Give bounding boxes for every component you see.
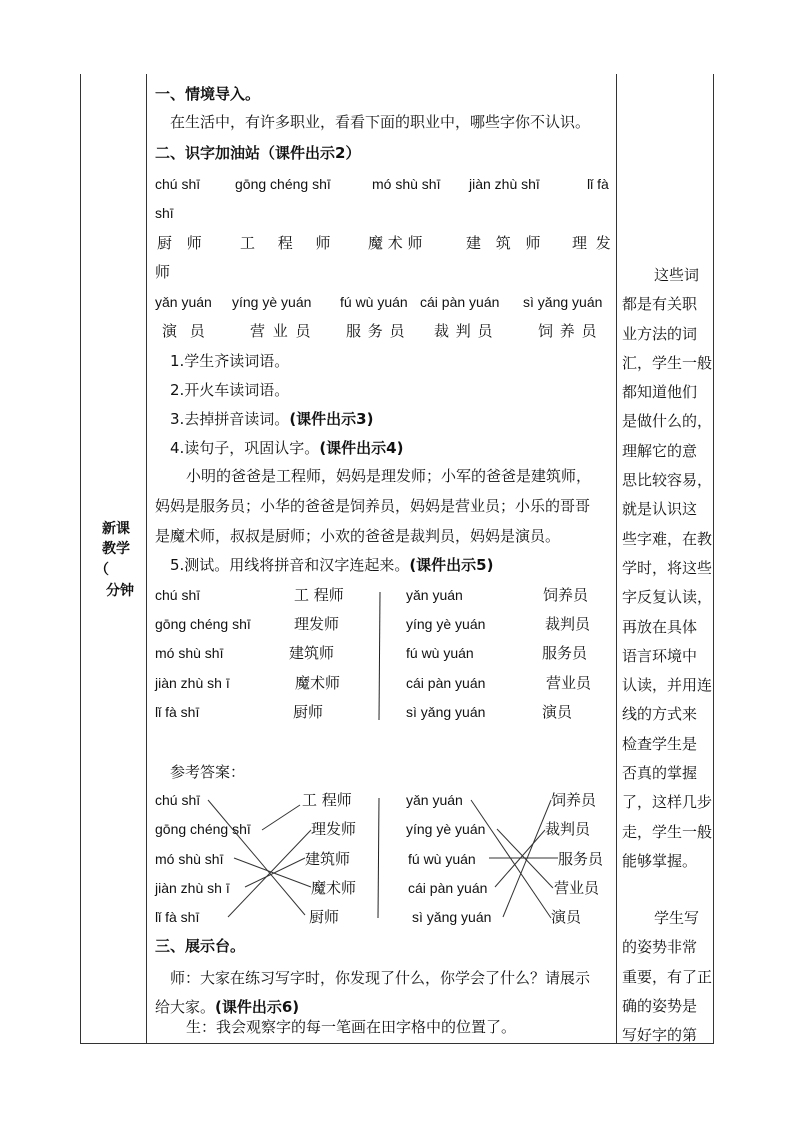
section3-line2 [155, 997, 299, 1017]
side-note-2 [622, 904, 712, 1050]
hanzi-5: 理 发 [572, 234, 611, 252]
match-left-hz-3: 建筑师 [289, 644, 335, 662]
section3-line1: 师：大家在练习写字时，你发现了什么，你学会了什么？请展示 [170, 969, 591, 987]
match-right-hz-5: 演员 [542, 703, 573, 721]
left-label-3: （ [95, 562, 109, 578]
ans-left-hz-3: 建筑师 [305, 850, 351, 868]
answer-line-left-2 [262, 805, 300, 830]
step-4-text: 4.读句子，巩固认字。 [170, 439, 320, 457]
step-4-courseware: (课件出示4) [319, 439, 404, 457]
side-note-line: 能够掌握。 [622, 851, 698, 870]
match-left-hz-2: 理发师 [294, 615, 340, 633]
step-3-courseware: (课件出示3) [289, 410, 374, 428]
side-note-line: 语言环境中 [622, 646, 698, 665]
side-note-line: 是做什么的， [622, 412, 713, 431]
ans-left-hz-4: 魔术师 [311, 879, 357, 897]
pinyin-4: jiàn zhù shī [469, 176, 540, 192]
side-note-line: 这些词 [654, 266, 700, 284]
pinyin2-2: yíng yè yuán [232, 294, 312, 310]
side-note-line: 再放在具体 [622, 617, 698, 636]
side-note-line: 字反复认读， [622, 588, 713, 607]
pinyin2-5: sì yǎng yuán [523, 294, 603, 310]
ans-right-hz-1: 饲养员 [551, 791, 597, 809]
left-label-1: 新课 [102, 521, 130, 537]
side-note-line: 汇，学生一般 [622, 353, 713, 372]
match-right-py-4: cái pàn yuán [406, 675, 486, 691]
side-note-1 [622, 261, 712, 876]
match-right-py-3: fú wù yuán [406, 645, 474, 661]
reading-para-line1: 小明的爸爸是工程师，妈妈是理发师；小军的爸爸是建筑师， [186, 467, 592, 485]
section1-title: 一、情境导入。 [155, 85, 261, 103]
answer-line-left-3 [234, 858, 311, 887]
answer-line-left-4 [245, 858, 305, 887]
hanzi2-5: 饲 养 员 [538, 322, 597, 340]
section3-line3: 生：我会观察字的每一笔画在田字格中的位置了。 [186, 1018, 517, 1036]
ans-left-hz-5: 厨师 [309, 908, 340, 926]
answer-label: 参考答案： [170, 763, 246, 781]
step-3-text: 3.去掉拼音读词。 [170, 410, 290, 428]
ans-right-py-3: fú wù yuán [408, 851, 476, 867]
ans-left-py-2: gōng chéng shī [155, 821, 251, 837]
side-note-line: 业方法的词 [622, 324, 698, 343]
ans-left-py-5: lǐ fà shī [155, 909, 200, 925]
hanzi-2: 工 程 师 [240, 234, 331, 252]
pinyin-1: chú shī [155, 176, 201, 192]
side-note-line: 写好字的第 [622, 1026, 698, 1045]
ans-left-py-4: jiàn zhù sh ī [155, 880, 230, 896]
match-left-py-1: chú shī [155, 587, 201, 603]
hanzi-wrap: 师 [155, 263, 171, 281]
section3-title: 三、展示台。 [155, 937, 246, 955]
step-2: 2.开火车读词语。 [170, 381, 290, 399]
ans-left-py-1: chú shī [155, 792, 201, 808]
match-left-hz-4: 魔术师 [295, 674, 341, 692]
match-left-hz-5: 厨师 [293, 703, 324, 721]
hanzi2-2: 营 业 员 [250, 322, 311, 340]
step-5-text: 5.测试。用线将拼音和汉字连起来。 [170, 556, 410, 574]
hanzi2-4: 裁 判 员 [434, 322, 493, 340]
ans-right-hz-5: 演员 [551, 908, 582, 926]
reading-para-line2: 妈妈是服务员；小华的爸爸是饲养员，妈妈是营业员；小乐的哥哥 [155, 497, 591, 515]
ans-left-hz-1: 工 程师 [302, 791, 352, 809]
match-right-hz-1: 饲养员 [543, 586, 589, 604]
pinyin2-4: cái pàn yuán [420, 294, 500, 310]
match-right-hz-2: 裁判员 [545, 615, 591, 633]
match-right-hz-4: 营业员 [546, 674, 592, 692]
answer-line-left-5 [228, 830, 311, 917]
side-note-line: 思比较容易， [622, 471, 713, 490]
match-left-py-5: lǐ fà shī [155, 704, 200, 720]
left-label-2: 教学 [102, 541, 130, 557]
answer-line-right-1 [471, 800, 551, 918]
pinyin-3: mó shù shī [372, 176, 441, 192]
match-right-py-2: yíng yè yuán [406, 616, 486, 632]
side-note-line: 都是有关职 [622, 295, 698, 314]
side-note-line: 线的方式来 [622, 705, 698, 724]
side-note-line: 走，学生一般 [622, 822, 713, 841]
ans-right-hz-3: 服务员 [558, 850, 604, 868]
match-left-py-4: jiàn zhù sh ī [155, 675, 230, 691]
ans-right-py-5: sì yǎng yuán [412, 909, 492, 925]
answer-divider [378, 798, 379, 918]
ans-left-hz-2: 理发师 [311, 820, 357, 838]
ans-right-py-2: yíng yè yuán [406, 821, 486, 837]
step-5-courseware: (课件出示5) [409, 556, 494, 574]
pinyin-wrap: shī [155, 205, 174, 221]
left-label-4: 分钟 [106, 583, 134, 599]
side-note-line: 学生写 [654, 909, 700, 927]
side-note-line: 些字难，在教 [622, 529, 713, 548]
side-note-line: 都知道他们 [622, 383, 698, 402]
section3-courseware: (课件出示6) [215, 998, 300, 1016]
reading-para-line3: 是魔术师，叔叔是厨师；小欢的爸爸是裁判员，妈妈是演员。 [155, 527, 561, 545]
ans-right-hz-2: 裁判员 [545, 820, 591, 838]
section2-title: 二、识字加油站（课件出示2） [155, 144, 361, 162]
match-left-py-2: gōng chéng shī [155, 616, 251, 632]
side-note-line: 确的姿势是 [622, 996, 698, 1015]
side-note-line: 的姿势非常 [622, 938, 698, 957]
match-divider [379, 592, 380, 720]
side-note-line: 重要，有了正 [622, 967, 713, 986]
side-note-line: 理解它的意 [622, 441, 698, 460]
section1-body: 在生活中，有许多职业，看看下面的职业中，哪些字你不认识。 [170, 113, 591, 131]
match-right-py-5: sì yǎng yuán [406, 704, 486, 720]
hanzi-3: 魔 术 师 [368, 234, 423, 252]
match-left-py-3: mó shù shī [155, 645, 224, 661]
section3-line2-text: 给大家。 [155, 998, 216, 1016]
match-left-hz-1: 工 程师 [294, 586, 344, 604]
side-note-line: 认读，并用连 [622, 676, 713, 695]
side-note-line: 了，这样几步 [622, 793, 713, 812]
pinyin2-1: yǎn yuán [155, 294, 212, 310]
pinyin-2: gōng chéng shī [235, 176, 331, 192]
ans-left-py-3: mó shù shī [155, 851, 224, 867]
hanzi-1: 厨 师 [157, 234, 202, 252]
answer-line-left-1 [208, 800, 305, 915]
pinyin-5: lǐ fà [587, 176, 609, 192]
side-note-line: 学时，将这些 [622, 558, 713, 577]
side-note-line: 就是认识这 [622, 500, 698, 519]
hanzi2-3: 服 务 员 [346, 322, 405, 340]
ans-right-py-4: cái pàn yuán [408, 880, 488, 896]
ans-right-py-1: yǎn yuán [406, 792, 463, 808]
side-note-line: 检查学生是 [622, 734, 698, 753]
pinyin2-3: fú wù yuán [340, 294, 408, 310]
side-note-line: 否真的掌握 [622, 764, 698, 783]
match-right-hz-3: 服务员 [542, 644, 588, 662]
ans-right-hz-4: 营业员 [554, 879, 600, 897]
step-1: 1.学生齐读词语。 [170, 352, 290, 370]
match-right-py-1: yǎn yuán [406, 587, 463, 603]
hanzi2-1: 演 员 [162, 322, 205, 340]
hanzi-4: 建 筑 师 [466, 234, 541, 252]
